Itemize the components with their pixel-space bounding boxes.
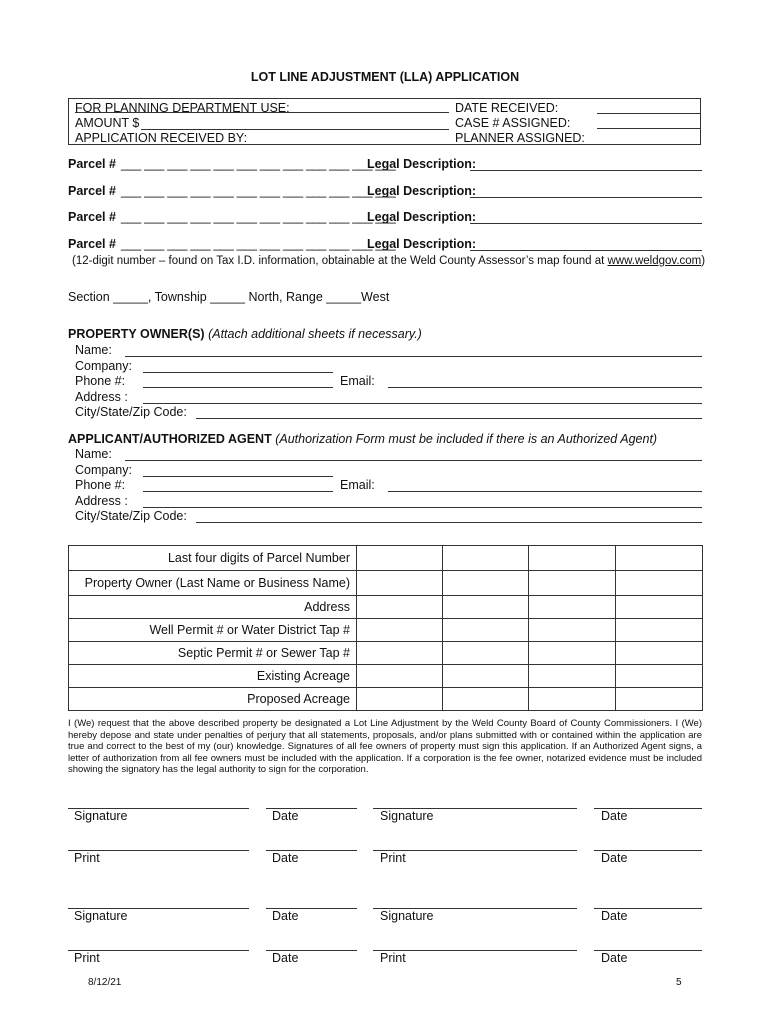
legal-description-label: Legal Description: — [367, 157, 477, 171]
row-label-existing-acreage: Existing Acreage — [69, 665, 357, 688]
planner-assigned-label: PLANNER ASSIGNED: — [455, 131, 585, 145]
legal-description-label: Legal Description: — [367, 210, 477, 224]
parcel-number-field[interactable]: ___ ___ ___ ___ ___ ___ ___ ___ ___ ___ ___ ___ — [121, 157, 396, 171]
table-cell[interactable] — [616, 619, 703, 642]
legal-description-label: Legal Description: — [367, 237, 477, 251]
owner-name-field[interactable] — [125, 356, 702, 357]
agent-heading-line — [68, 432, 657, 446]
table-cell[interactable] — [529, 665, 616, 688]
property-owner-note: (Attach additional sheets if necessary.) — [208, 327, 422, 341]
table-cell[interactable] — [529, 571, 616, 596]
office-use-box — [68, 98, 701, 145]
table-cell[interactable] — [443, 688, 529, 711]
owner-address-label: Address : — [75, 390, 128, 404]
owner-email-field[interactable] — [388, 387, 702, 388]
received-by-label: APPLICATION RECEIVED BY: — [75, 131, 248, 145]
table-cell[interactable] — [443, 546, 529, 571]
date-label: Date — [272, 909, 299, 923]
property-details-table — [68, 545, 703, 711]
row-label-septic-permit: Septic Permit # or Sewer Tap # — [69, 642, 357, 665]
owner-city-label: City/State/Zip Code: — [75, 405, 187, 419]
office-use-heading: FOR PLANNING DEPARTMENT USE: — [75, 101, 290, 115]
date-label: Date — [272, 951, 299, 965]
owner-email-label: Email: — [340, 374, 375, 388]
amount-field[interactable] — [141, 129, 449, 130]
date-received-field[interactable] — [597, 113, 701, 114]
agent-city-label: City/State/Zip Code: — [75, 509, 187, 523]
case-assigned-field[interactable] — [597, 128, 701, 129]
signature-label: Signature — [74, 909, 128, 923]
row-label-property-owner: Property Owner (Last Name or Business Name) — [69, 571, 357, 596]
signature-label: Signature — [74, 809, 128, 823]
table-cell[interactable] — [443, 596, 529, 619]
table-cell[interactable] — [529, 596, 616, 619]
table-cell[interactable] — [529, 688, 616, 711]
property-owner-heading-line — [68, 327, 422, 341]
parcel-note-text: (12-digit number – found on Tax I.D. information, obtainable at the Weld County Assessor’s map found at — [72, 255, 608, 267]
owner-phone-label: Phone #: — [75, 374, 126, 388]
table-cell[interactable] — [616, 596, 703, 619]
agent-phone-field[interactable] — [143, 491, 333, 492]
table-cell[interactable] — [357, 688, 443, 711]
table-row — [69, 619, 703, 642]
office-heading-underline — [75, 112, 449, 113]
date-label: Date — [601, 851, 628, 865]
date-label: Date — [601, 809, 628, 823]
parcel-label: Parcel # — [68, 237, 116, 251]
table-row — [69, 571, 703, 596]
agent-address-field[interactable] — [143, 507, 702, 508]
section-township-range[interactable]: Section _____, Township _____ North, Range _____West — [68, 290, 390, 304]
table-cell[interactable] — [529, 642, 616, 665]
received-by-field[interactable] — [251, 144, 449, 145]
date-label: Date — [272, 851, 299, 865]
legal-description-field[interactable] — [470, 223, 702, 224]
page-number: 5 — [676, 977, 682, 988]
footer-date: 8/12/21 — [88, 977, 122, 988]
row-label-proposed-acreage: Proposed Acreage — [69, 688, 357, 711]
property-owner-heading: PROPERTY OWNER(S) — [68, 327, 205, 341]
table-cell[interactable] — [443, 571, 529, 596]
print-label: Print — [380, 851, 406, 865]
page-title: LOT LINE ADJUSTMENT (LLA) APPLICATION — [250, 70, 520, 84]
table-cell[interactable] — [443, 642, 529, 665]
agent-address-label: Address : — [75, 494, 128, 508]
parcel-note-close: ) — [701, 255, 706, 267]
owner-company-field[interactable] — [143, 372, 333, 373]
owner-address-field[interactable] — [143, 403, 702, 404]
print-label: Print — [380, 951, 406, 965]
agent-company-label: Company: — [75, 463, 132, 477]
table-cell[interactable] — [357, 619, 443, 642]
parcel-number-field[interactable]: ___ ___ ___ ___ ___ ___ ___ ___ ___ ___ ___ ___ — [121, 210, 396, 224]
table-cell[interactable] — [357, 642, 443, 665]
signature-label: Signature — [380, 809, 434, 823]
date-label: Date — [272, 809, 299, 823]
signature-label: Signature — [380, 909, 434, 923]
legal-description-field[interactable] — [470, 197, 702, 198]
parcel-note — [72, 255, 705, 267]
row-label-address: Address — [69, 596, 357, 619]
legal-description-label: Legal Description: — [367, 184, 477, 198]
parcel-number-field[interactable]: ___ ___ ___ ___ ___ ___ ___ ___ ___ ___ ___ ___ — [121, 237, 396, 251]
table-row — [69, 665, 703, 688]
table-cell[interactable] — [616, 688, 703, 711]
weldgov-link[interactable]: www.weldgov.com — [607, 255, 702, 267]
agent-email-field[interactable] — [388, 491, 702, 492]
agent-phone-label: Phone #: — [75, 478, 126, 492]
legal-description-field[interactable] — [470, 250, 702, 251]
agent-heading: APPLICANT/AUTHORIZED AGENT — [68, 432, 272, 446]
amount-label: AMOUNT $ — [75, 116, 140, 130]
print-label: Print — [74, 851, 100, 865]
agent-city-field[interactable] — [196, 522, 702, 523]
case-assigned-label: CASE # ASSIGNED: — [455, 116, 571, 130]
agent-note: (Authorization Form must be included if there is an Authorized Agent) — [275, 432, 658, 446]
table-cell[interactable] — [529, 619, 616, 642]
parcel-label: Parcel # — [68, 157, 116, 171]
row-label-parcel-digits: Last four digits of Parcel Number — [69, 546, 357, 571]
table-row — [69, 688, 703, 711]
table-row — [69, 546, 703, 571]
row-label-well-permit: Well Permit # or Water District Tap # — [69, 619, 357, 642]
table-row — [69, 642, 703, 665]
table-cell[interactable] — [616, 571, 703, 596]
table-row — [69, 596, 703, 619]
parcel-label: Parcel # — [68, 184, 116, 198]
legal-description-field[interactable] — [470, 170, 702, 171]
table-cell[interactable] — [529, 546, 616, 571]
owner-phone-field[interactable] — [143, 387, 333, 388]
table-cell[interactable] — [443, 665, 529, 688]
table-cell[interactable] — [357, 665, 443, 688]
table-cell[interactable] — [357, 546, 443, 571]
certification-statement: I (We) request that the above described property be designated a Lot Line Adjustment by the Weld County Board of County Commissioners. I (We) hereby depose and state under penalties of perjury that all statements, proposals, and/or plans submitted with or contained within the application are true and correct to the best of my (our) knowledge. Signatures of all fee owners of property must sign this application. If an Authorized Agent signs, a letter of authorization from all fee owners must be included with the application. If a corporation is the fee owner, notarized evidence must be included showing the signatory has the legal authority to sign for the corporation. — [68, 718, 702, 775]
owner-name-label: Name: — [75, 343, 112, 357]
agent-email-label: Email: — [340, 478, 375, 492]
agent-company-field[interactable] — [143, 476, 333, 477]
table-cell[interactable] — [357, 571, 443, 596]
table-cell[interactable] — [616, 665, 703, 688]
parcel-label: Parcel # — [68, 210, 116, 224]
table-cell[interactable] — [443, 619, 529, 642]
print-label: Print — [74, 951, 100, 965]
table-cell[interactable] — [616, 642, 703, 665]
agent-name-label: Name: — [75, 447, 112, 461]
owner-company-label: Company: — [75, 359, 132, 373]
parcel-number-field[interactable]: ___ ___ ___ ___ ___ ___ ___ ___ ___ ___ ___ ___ — [121, 184, 396, 198]
table-cell[interactable] — [616, 546, 703, 571]
date-received-label: DATE RECEIVED: — [455, 101, 559, 115]
table-cell[interactable] — [357, 596, 443, 619]
agent-name-field[interactable] — [125, 460, 702, 461]
date-label: Date — [601, 909, 628, 923]
owner-city-field[interactable] — [196, 418, 702, 419]
date-label: Date — [601, 951, 628, 965]
